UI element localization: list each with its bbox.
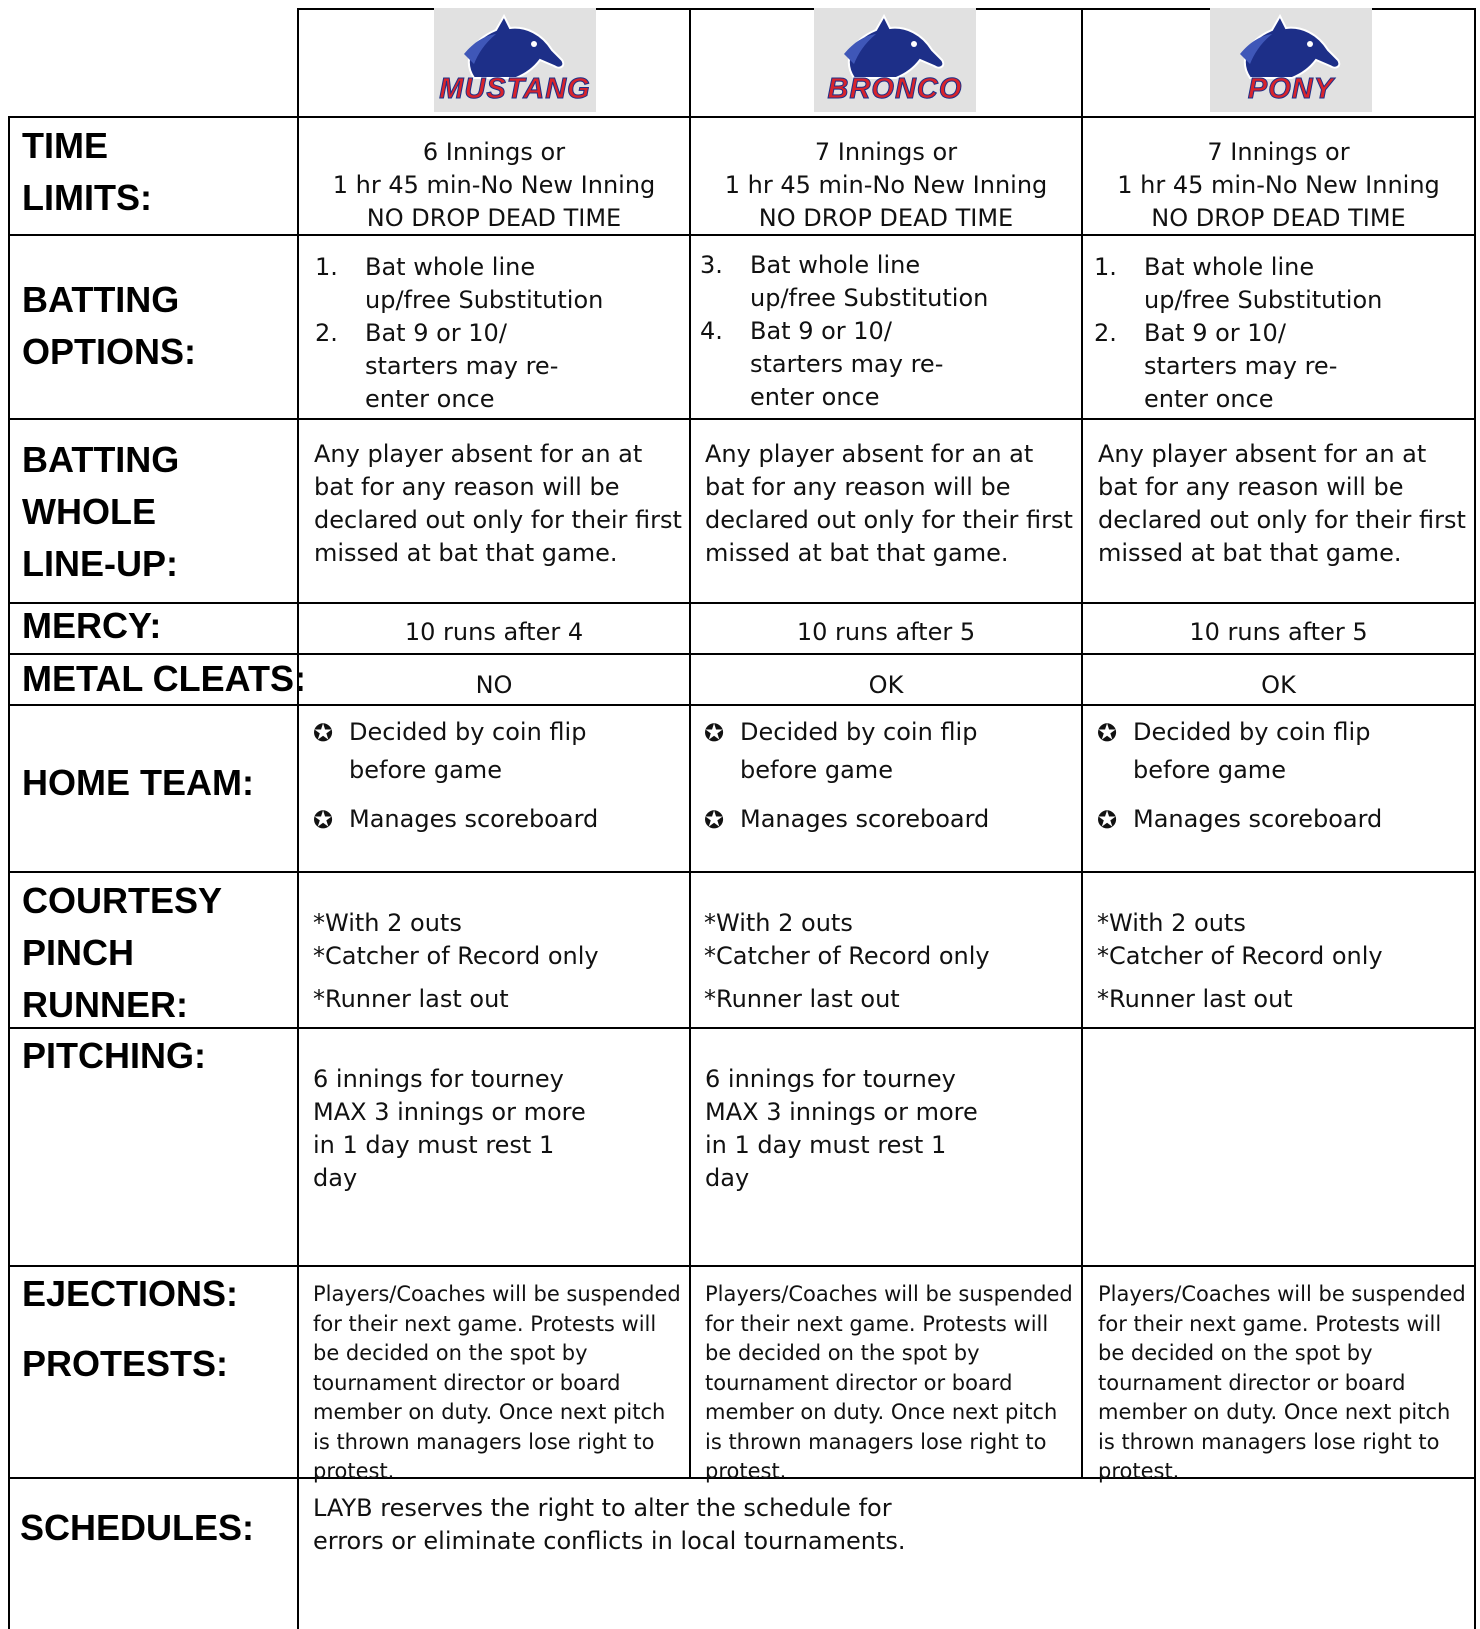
- courtesy-pony: [1097, 907, 1467, 1016]
- cell-line: *Catcher of Record only: [1097, 942, 1383, 970]
- cell-line: 1 hr 45 min-No New Inning: [332, 171, 656, 199]
- label-line: BATTING: [22, 439, 180, 480]
- list-item-text: Manages scoreboard: [740, 805, 990, 833]
- cell-line: 6 Innings or: [422, 138, 566, 166]
- metal-cleats-label: METAL CLEATS:: [22, 658, 306, 699]
- cell-line: *Catcher of Record only: [704, 942, 990, 970]
- courtesy-label: [22, 875, 292, 1031]
- cell-line: *With 2 outs: [1097, 909, 1246, 937]
- time-limits-mustang: [299, 136, 689, 235]
- list-item-text: Decided by coin flip before game: [1133, 718, 1371, 784]
- pony-logo-text: PONY: [1247, 73, 1335, 105]
- list-item-text: Bat 9 or 10/ starters may re-enter once: [1144, 319, 1338, 413]
- mercy-bronco: 10 runs after 5: [796, 618, 976, 646]
- label-line: RUNNER:: [22, 984, 188, 1025]
- ejections-mustang: Players/Coaches will be suspended for their next game. Protests will be decided on the spot by tournament director or board member on duty. Once next pitch is thrown managers lose right to protest.: [313, 1282, 681, 1483]
- bronco-logo-text: BRONCO: [827, 73, 963, 105]
- list-item: [700, 315, 1000, 414]
- list-item-text: Bat whole line up/free Substitution: [750, 251, 989, 312]
- cell-line: NO DROP DEAD TIME: [758, 204, 1014, 232]
- list-item: [1097, 713, 1437, 789]
- cell-line: 7 Innings or: [1207, 138, 1350, 166]
- mustang-logo-text: MUSTANG: [439, 73, 591, 105]
- list-item: [704, 803, 1044, 836]
- list-item: [704, 713, 1044, 789]
- list-item: [1097, 803, 1437, 836]
- cell-line: *With 2 outs: [313, 909, 462, 937]
- list-item: [313, 713, 653, 789]
- list-item: [700, 249, 1000, 315]
- pitching-bronco: 6 innings for tourney MAX 3 innings or more in 1 day must rest 1 day: [705, 1065, 978, 1192]
- list-item-text: Bat 9 or 10/ starters may re-enter once: [365, 319, 559, 413]
- pitching-mustang: 6 innings for tourney MAX 3 innings or more in 1 day must rest 1 day: [313, 1065, 586, 1192]
- cell-line: 1 hr 45 min-No New Inning: [1117, 171, 1440, 199]
- label-line: OPTIONS:: [22, 331, 197, 372]
- cell-line: NO DROP DEAD TIME: [1151, 204, 1406, 232]
- cell-line: *With 2 outs: [704, 909, 853, 937]
- ejections-label: [22, 1268, 292, 1390]
- label-line: COURTESY: [22, 880, 223, 921]
- list-number: 1.: [315, 253, 338, 281]
- batting-options-mustang: [315, 251, 615, 416]
- home-team-mustang: [313, 713, 653, 836]
- label-line: EJECTIONS:: [22, 1273, 239, 1314]
- list-item: [315, 251, 615, 317]
- schedules-text: LAYB reserves the right to alter the schedule for errors or eliminate conflicts in local tournaments.: [313, 1494, 906, 1555]
- mercy-label: MERCY:: [22, 605, 162, 646]
- cell-line: 1 hr 45 min-No New Inning: [724, 171, 1048, 199]
- list-item: [315, 317, 615, 416]
- list-item-text: Manages scoreboard: [1133, 805, 1383, 833]
- schedules-label: SCHEDULES:: [20, 1507, 255, 1548]
- mercy-pony: 10 runs after 5: [1189, 618, 1368, 646]
- list-number: 4.: [700, 317, 723, 345]
- home-team-pony: [1097, 713, 1437, 836]
- cell-line: 7 Innings or: [814, 138, 958, 166]
- time-limits-pony: [1083, 136, 1474, 235]
- pony-logo: [1210, 8, 1372, 112]
- list-item-text: Decided by coin flip before game: [740, 718, 978, 784]
- star-circle-icon: ✪: [704, 719, 725, 747]
- list-item-text: Bat 9 or 10/ starters may re-enter once: [750, 317, 944, 411]
- list-number: 3.: [700, 251, 723, 279]
- batting-options-bronco: [700, 249, 1000, 414]
- label-line: WHOLE: [22, 491, 156, 532]
- cell-line: *Runner last out: [1097, 985, 1293, 1013]
- star-circle-icon: ✪: [1097, 806, 1118, 834]
- cell-line: *Runner last out: [704, 985, 900, 1013]
- batting-options-pony: [1094, 251, 1394, 416]
- star-circle-icon: ✪: [704, 806, 725, 834]
- star-circle-icon: ✪: [313, 719, 334, 747]
- ejections-pony: Players/Coaches will be suspended for their next game. Protests will be decided on the spot by tournament director or board member on duty. Once next pitch is thrown managers lose right to protest.: [1098, 1282, 1466, 1483]
- bronco-logo: [814, 8, 976, 112]
- list-number: 2.: [315, 319, 338, 347]
- time-limits-label: [22, 120, 292, 224]
- metal-cleats-mustang: NO: [475, 671, 513, 699]
- courtesy-mustang: [313, 907, 683, 1016]
- pitching-label: PITCHING:: [22, 1035, 206, 1076]
- time-limits-bronco: [691, 136, 1081, 235]
- metal-cleats-pony: OK: [1261, 671, 1296, 699]
- star-circle-icon: ✪: [313, 806, 334, 834]
- batting-whole-pony: Any player absent for an at bat for any reason will be declared out only for their first missed at bat that game.: [1098, 440, 1466, 567]
- list-item-text: Bat whole line up/free Substitution: [1144, 253, 1383, 314]
- list-item-text: Bat whole line up/free Substitution: [365, 253, 604, 314]
- label-line: BATTING: [22, 279, 180, 320]
- metal-cleats-bronco: OK: [868, 671, 904, 699]
- mercy-mustang: 10 runs after 4: [404, 618, 584, 646]
- batting-whole-mustang: Any player absent for an at bat for any reason will be declared out only for their first missed at bat that game.: [314, 440, 682, 567]
- label-line: LIMITS:: [22, 177, 152, 218]
- cell-line: NO DROP DEAD TIME: [366, 204, 622, 232]
- batting-whole-bronco: Any player absent for an at bat for any reason will be declared out only for their first missed at bat that game.: [705, 440, 1073, 567]
- list-item: [1094, 251, 1394, 317]
- list-number: 2.: [1094, 319, 1117, 347]
- label-line: PINCH: [22, 932, 135, 973]
- mustang-logo: [434, 8, 596, 112]
- list-item-text: Manages scoreboard: [349, 805, 599, 833]
- home-team-label: HOME TEAM:: [22, 762, 254, 803]
- list-item: [1094, 317, 1394, 416]
- list-item-text: Decided by coin flip before game: [349, 718, 587, 784]
- ejections-bronco: Players/Coaches will be suspended for their next game. Protests will be decided on the spot by tournament director or board member on duty. Once next pitch is thrown managers lose right to protest.: [705, 1282, 1073, 1483]
- courtesy-bronco: [704, 907, 1074, 1016]
- batting-options-label: [22, 274, 292, 378]
- list-number: 1.: [1094, 253, 1117, 281]
- star-circle-icon: ✪: [1097, 719, 1118, 747]
- cell-line: *Catcher of Record only: [313, 942, 599, 970]
- batting-whole-label: [22, 434, 292, 590]
- cell-line: *Runner last out: [313, 985, 509, 1013]
- list-item: [313, 803, 653, 836]
- label-line: PROTESTS:: [22, 1343, 229, 1384]
- label-line: TIME: [22, 125, 108, 166]
- label-line: LINE-UP:: [22, 543, 178, 584]
- home-team-bronco: [704, 713, 1044, 836]
